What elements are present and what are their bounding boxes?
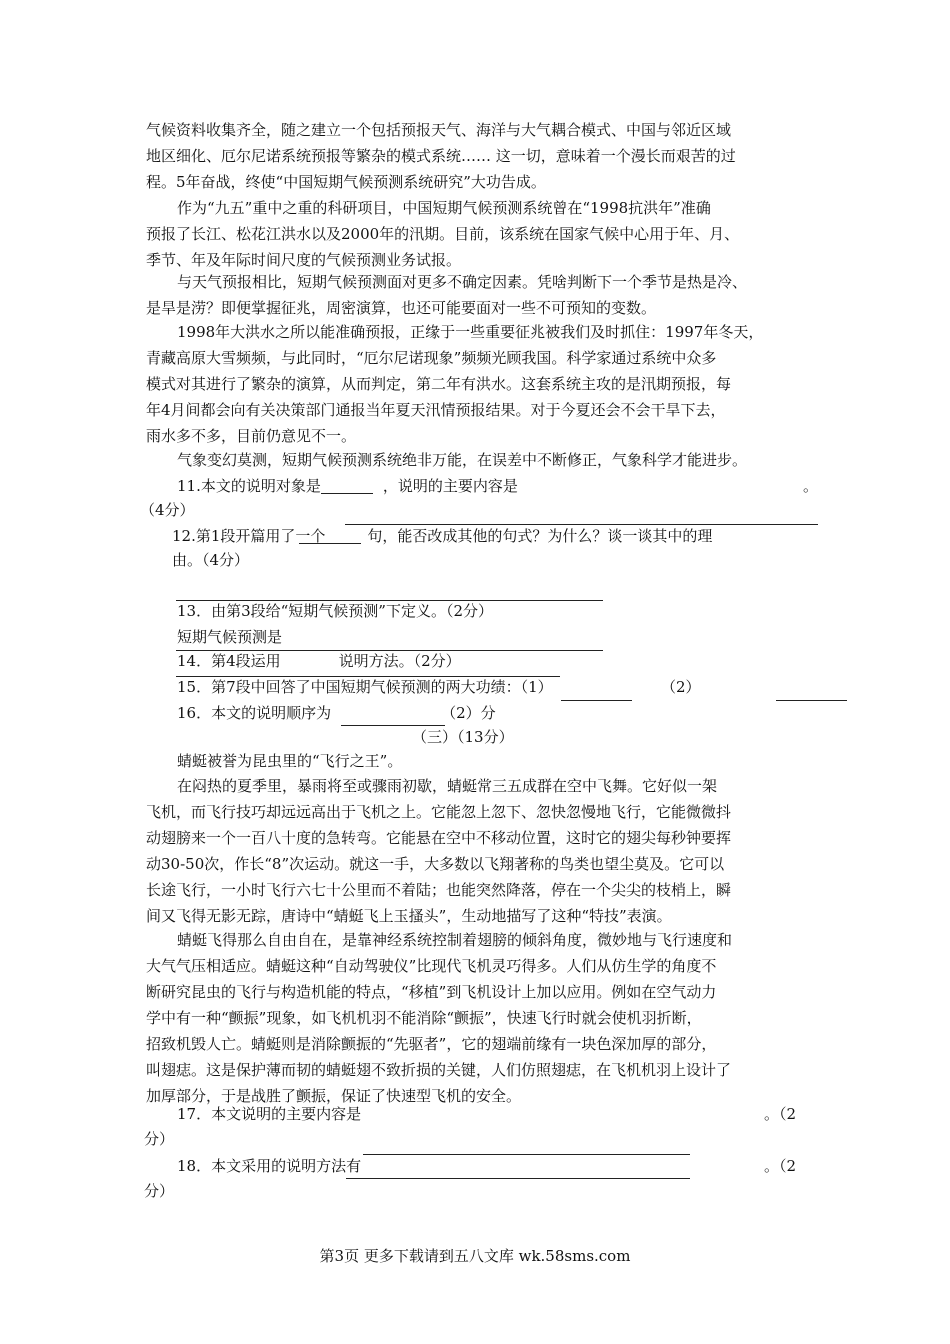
question-text: 。（2: [764, 1157, 797, 1175]
question-text: 11.本文的说明对象是: [177, 477, 321, 495]
question-15: 15．第7段中回答了中国短期气候预测的两大功绩：（1）: [177, 678, 553, 696]
answer-line[interactable]: [345, 524, 818, 525]
para-line: 模式对其进行了繁杂的演算，从而判定，第二年有洪水。这套系统主攻的是汛期预报，每: [146, 375, 732, 393]
para-line: 学中有一种“颤振”现象，如飞机机羽不能消除“颤振”，快速飞行时就会使机羽折断，: [146, 1009, 702, 1027]
answer-blank[interactable]: [299, 527, 361, 544]
para-line: 飞机，而飞行技巧却远远高出于飞机之上。它能忽上忽下、忽快忽慢地飞行，它能微微抖: [146, 803, 732, 821]
question-text: 16．本文的说明顺序为: [177, 704, 332, 722]
para-line: 预报了长江、松花江洪水以及2000年的汛期。目前，该系统在国家气候中心用于年、月、: [146, 225, 740, 243]
para-line: 动30-50次，作长“8”次运动。就这一手，大多数以飞翔著称的鸟类也望尘莫及。它可以: [146, 855, 725, 873]
para-line: 气象变幻莫测，短期气候预测系统绝非万能，在误差中不断修正，气象科学才能进步。: [177, 451, 748, 469]
question-18: 18．本文采用的说明方法有: [177, 1157, 362, 1175]
answer-line[interactable]: [346, 1178, 690, 1179]
question-text: ，说明的主要内容是: [382, 477, 518, 495]
answer-blank[interactable]: [341, 725, 445, 726]
question-16: [177, 703, 496, 723]
para-line: 与天气预报相比，短期气候预测面对更多不确定因素。凭啥判断下一个季节是热是冷、: [177, 273, 748, 291]
para-line: 断研究昆虫的飞行与构造机能的特点，“移植”到飞机设计上加以应用。例如在空气动力: [146, 983, 717, 1001]
para-line: 在闷热的夏季里，暴雨将至或骤雨初歇，蜻蜓常三五成群在空中飞舞。它好似一架: [177, 777, 718, 795]
question-text: （2）分: [441, 704, 496, 722]
para-line: 蜻蜓被誉为昆虫里的“飞行之王”。: [177, 752, 403, 770]
question-text: （2）: [661, 678, 701, 696]
question-13: 13．由第3段给“短期气候预测”下定义。（2分）: [177, 602, 494, 620]
answer-blank[interactable]: [321, 477, 373, 494]
answer-prefix: 短期气候预测是: [177, 628, 283, 646]
question-12: [172, 526, 712, 546]
question-17: 17．本文说明的主要内容是: [177, 1105, 362, 1123]
para-line: 年4月间都会向有关决策部门通报当年夏天汛情预报结果。对于今夏还会不会干旱下去，: [146, 401, 726, 419]
para-line: 1998年大洪水之所以能准确预报，正缘于一些重要征兆被我们及时抓住：1997年冬天，: [177, 323, 764, 341]
question-text: 12.第1段开篇用了一个: [172, 527, 326, 545]
question-score: （4分）: [140, 501, 195, 519]
page-footer: 第3页 更多下载请到五八文库 wk.58sms.com: [319, 1247, 631, 1265]
para-line: 程。5年奋战，终使“中国短期气候预测系统研究”大功告成。: [146, 173, 546, 191]
question-11: [177, 476, 518, 496]
question-text: 14．第4段运用: [177, 652, 281, 670]
para-line: 季节、年及年际时间尺度的气候预测业务试报。: [146, 251, 462, 269]
question-14: [177, 651, 461, 671]
section-heading: （三）（13分）: [412, 728, 514, 746]
question-text: 。（2: [764, 1105, 797, 1123]
question-text: 句，能否改成其他的句式？为什么？谈一谈其中的理: [367, 527, 713, 545]
question-text: 。: [803, 477, 819, 495]
para-line: 青藏高原大雪频频，与此同时，“厄尔尼诺现象”频频光顾我国。科学家通过系统中众多: [146, 349, 717, 367]
para-line: 大气气压相适应。蜻蜓这种“自动驾驶仪”比现代飞机灵巧得多。人们从仿生学的角度不: [146, 957, 717, 975]
para-line: 蜻蜓飞得那么自由自在，是靠神经系统控制着翅膀的倾斜角度，微妙地与飞行速度和: [177, 931, 733, 949]
para-line: 叫翅痣。这是保护薄而韧的蜻蜓翅不致折损的关键，人们仿照翅痣，在飞机机羽上设计了: [146, 1061, 732, 1079]
para-line: 作为“九五”重中之重的科研项目，中国短期气候预测系统曾在“1998抗洪年”准确: [177, 199, 711, 217]
para-line: 是旱是涝？即便掌握征兆，周密演算，也还可能要面对一些不可预知的变数。: [146, 299, 657, 317]
answer-blank[interactable]: [776, 700, 847, 701]
answer-blank[interactable]: [561, 700, 632, 701]
para-line: 招致机毁人亡。蜻蜓则是消除颤振的“先驱者”，它的翅端前缘有一块色深加厚的部分，: [146, 1035, 717, 1053]
para-line: 长途飞行，一小时飞行六七十公里而不着陆；也能突然降落，停在一个尖尖的枝梢上，瞬: [146, 881, 732, 899]
para-line: 地区细化、厄尔尼诺系统预报等繁杂的模式系统…… 这一切，意味着一个漫长而艰苦的过: [146, 147, 736, 165]
para-line: 雨水多不多，目前仍意见不一。: [146, 427, 357, 445]
question-text: 说明方法。（2分）: [338, 652, 461, 670]
question-text: 分）: [144, 1182, 175, 1200]
para-line: 间又飞得无影无踪，唐诗中“蜻蜓飞上玉搔头”，生动地描写了这种“特技”表演。: [146, 907, 672, 925]
para-line: 动翅膀来一个一百八十度的急转弯。它能悬在空中不移动位置，这时它的翅尖每秒钟要挥: [146, 829, 732, 847]
para-line: 加厚部分，于是战胜了颤振，保证了快速型飞机的安全。: [146, 1087, 522, 1105]
para-line: 气候资料收集齐全，随之建立一个包括预报天气、海洋与大气耦合模式、中国与邻近区域: [146, 121, 732, 139]
question-text: 由。（4分）: [172, 551, 250, 569]
answer-line[interactable]: [363, 1154, 690, 1155]
question-text: 分）: [144, 1130, 175, 1148]
